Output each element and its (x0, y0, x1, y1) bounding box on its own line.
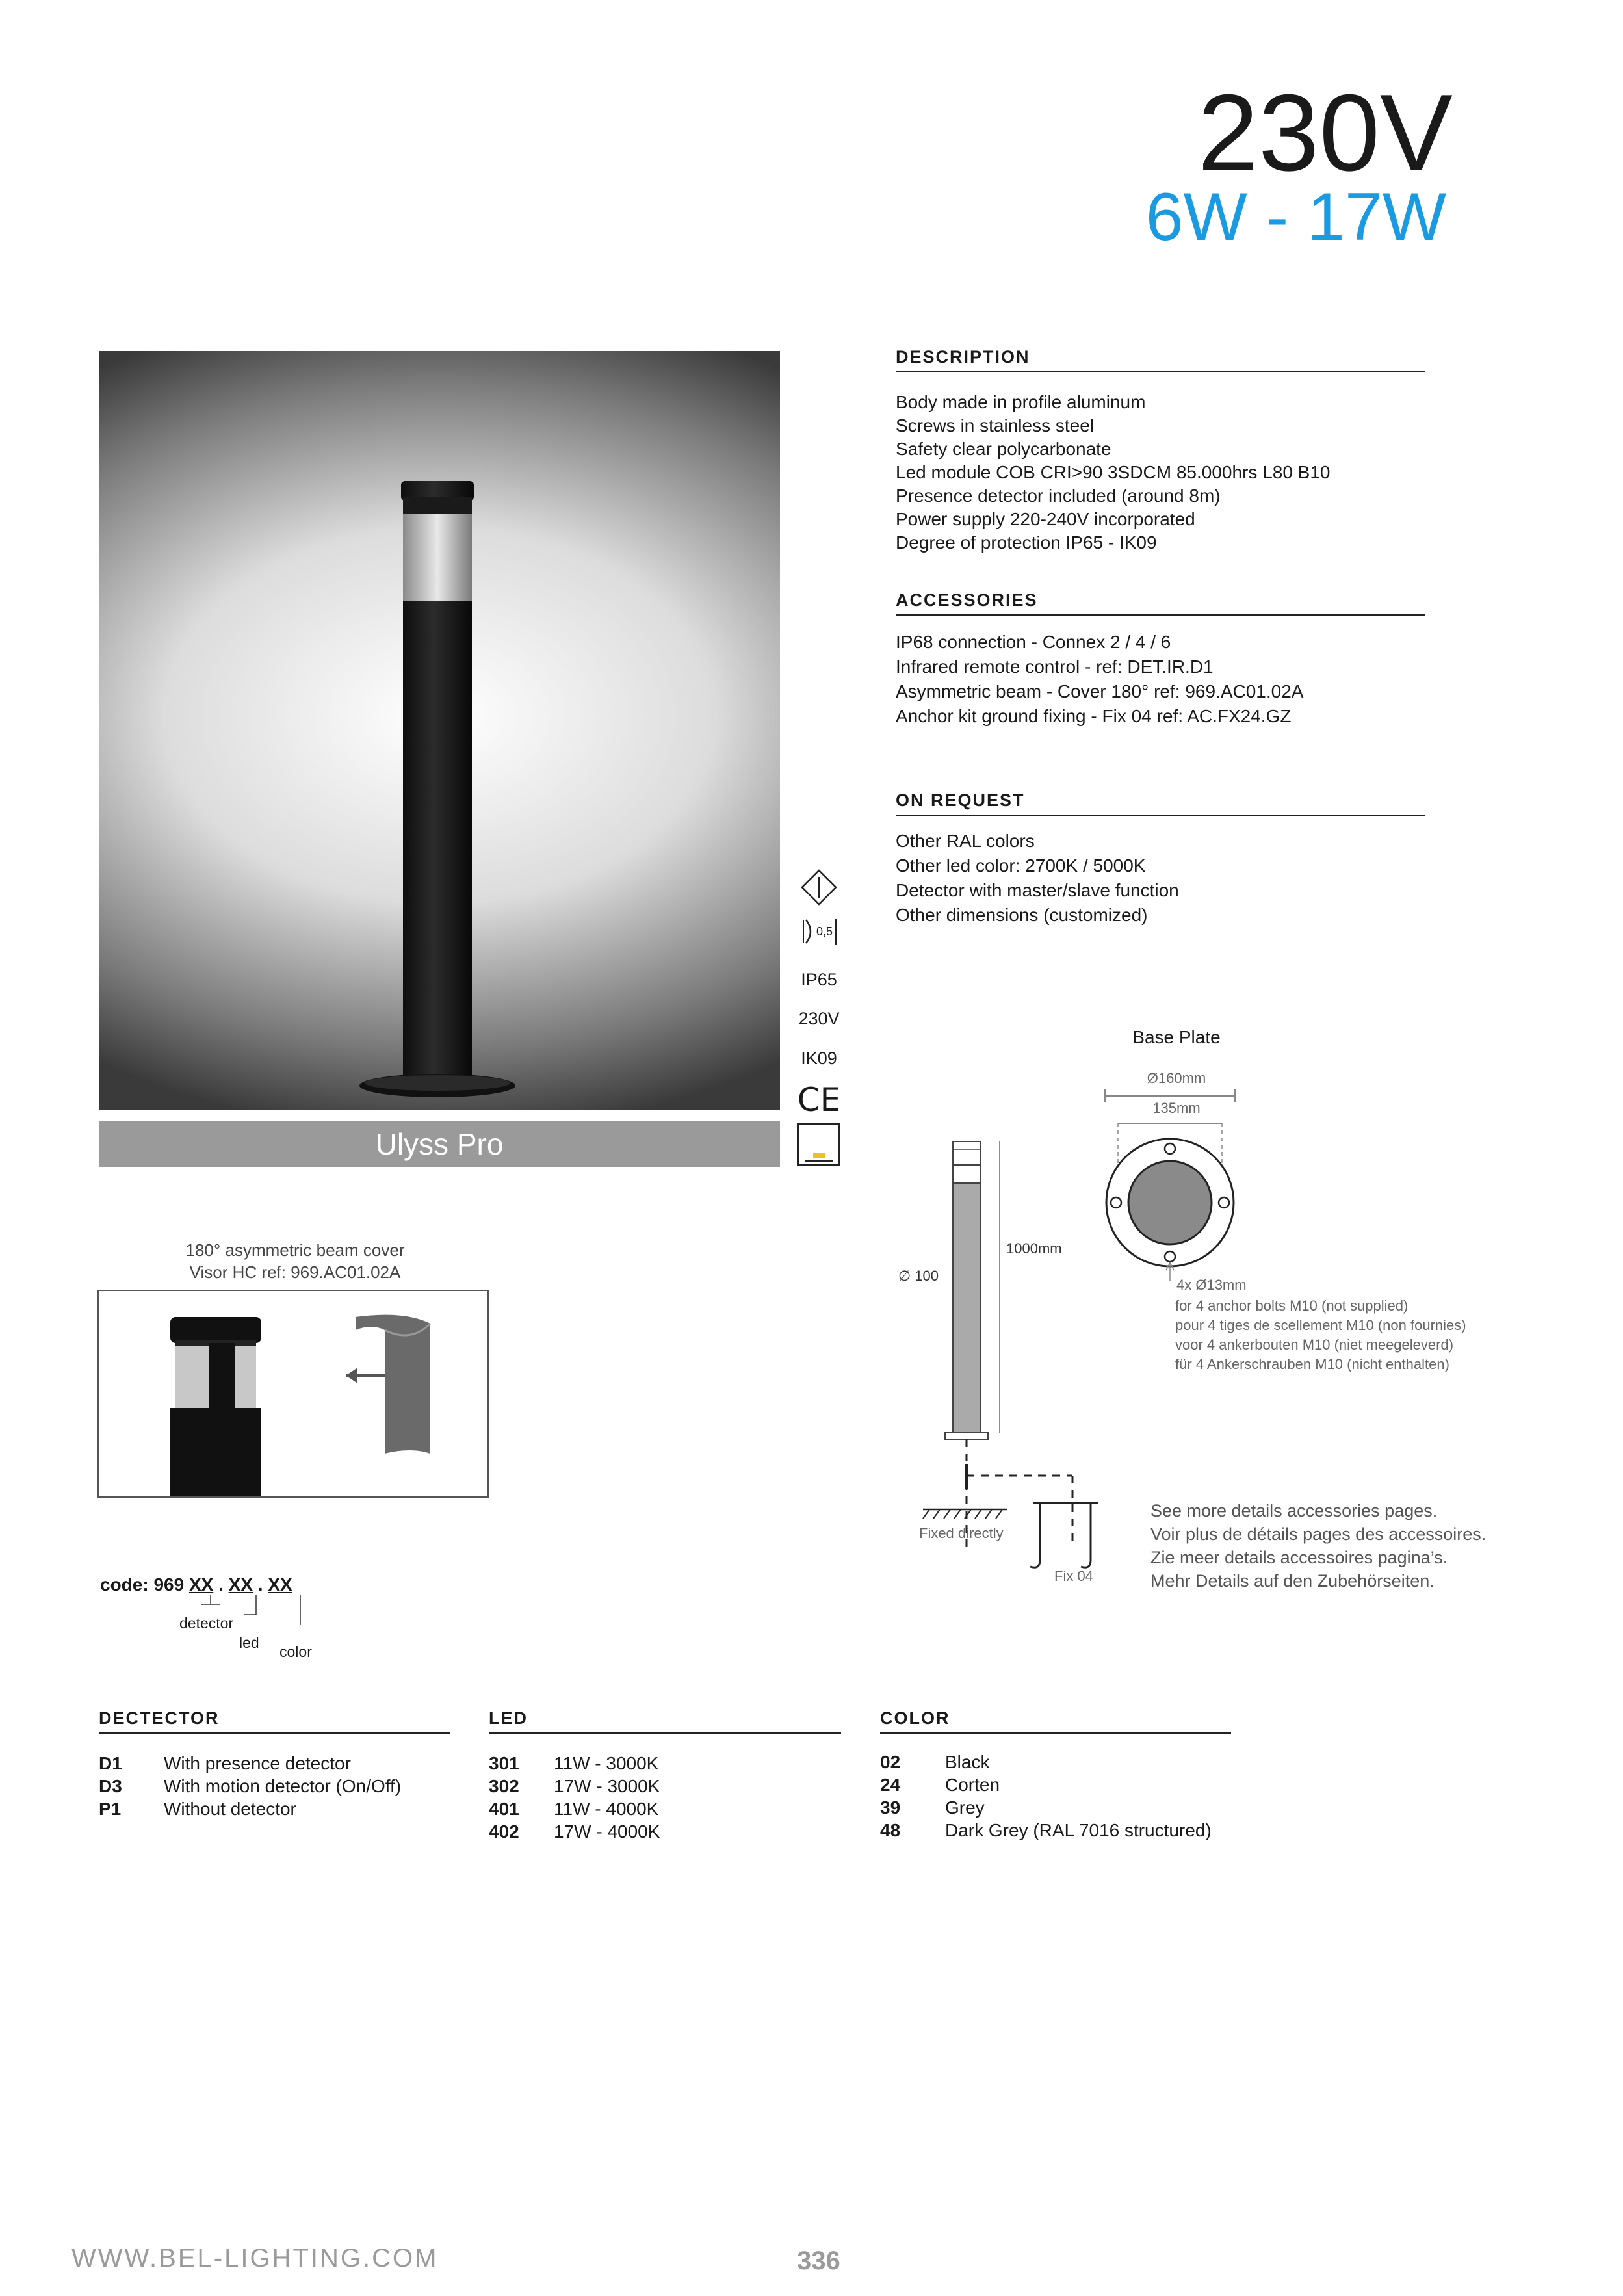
on-request-line: Other dimensions (customized) (896, 905, 1148, 925)
description-line: Power supply 220-240V incorporated (896, 509, 1195, 529)
description-line: Led module COB CRI>90 3SDCM 85.000hrs L80 B10 (896, 462, 1331, 482)
page-number: 336 (797, 2247, 840, 2275)
color-title: COLOR (880, 1708, 1231, 1734)
on-request-line: Other led color: 2700K / 5000K (896, 855, 1146, 876)
anchor-note: for 4 anchor bolts M10 (not supplied) (1175, 1298, 1409, 1314)
table-row (489, 1820, 841, 1843)
accessories-section (896, 590, 1425, 729)
row-code: 02 (880, 1752, 901, 1772)
accessory-line: Anchor kit ground fixing - Fix 04 ref: AC.FX24.GZ (896, 706, 1292, 726)
beam-cover-caption (99, 1239, 491, 1283)
row-label: Grey (945, 1797, 985, 1818)
row-label: With motion detector (On/Off) (164, 1776, 402, 1796)
row-label: Dark Grey (RAL 7016 structured) (945, 1820, 1212, 1840)
code-prefix: code: 969 (100, 1574, 185, 1595)
product-name-bar: Ulyss Pro (99, 1121, 780, 1167)
product-photo (99, 351, 780, 1110)
footer-website[interactable]: WWW.BEL-LIGHTING.COM (71, 2244, 439, 2273)
led-title: LED (489, 1708, 841, 1734)
row-code: P1 (99, 1799, 122, 1819)
base-plate-title: Base Plate (1132, 1027, 1221, 1047)
table-row (489, 1752, 841, 1775)
code-separator: . (218, 1574, 224, 1595)
on-request-title: ON REQUEST (896, 790, 1425, 816)
wattage-heading: 6W - 17W (1145, 179, 1446, 255)
table-row (99, 1775, 450, 1797)
table-row (489, 1775, 841, 1797)
beam-cover-line: Visor HC ref: 969.AC01.02A (189, 1262, 401, 1282)
bollard-illustration (99, 351, 780, 1110)
on-request-line: Other RAL colors (896, 831, 1035, 851)
code-detector-part: XX (188, 1574, 214, 1595)
anchor-note: für 4 Ankerschrauben M10 (nicht enthalten) (1175, 1356, 1449, 1372)
description-line: Body made in profile aluminum (896, 392, 1146, 412)
more-details-line: Mehr Details auf den Zubehörseiten. (1150, 1571, 1435, 1591)
more-details-line: Zie meer details accessoires pagina’s. (1150, 1548, 1448, 1567)
ip-rating: IP65 (801, 970, 837, 989)
code-label-detector: detector (179, 1615, 234, 1632)
beam-distance-icon (793, 919, 845, 945)
anchor-notes (1175, 1296, 1466, 1374)
row-code: 301 (489, 1753, 519, 1773)
led-table (489, 1708, 841, 1843)
ik-rating: IK09 (801, 1049, 837, 1068)
row-code: 24 (880, 1775, 901, 1795)
more-details-line: See more details accessories pages. (1150, 1501, 1438, 1520)
base-plate-inner-diameter: 135mm (1152, 1100, 1201, 1116)
class-two-icon (793, 868, 845, 911)
table-row (880, 1751, 1231, 1773)
row-label: 17W - 3000K (554, 1776, 660, 1796)
fixed-directly-label: Fixed directly (919, 1525, 1004, 1541)
more-details-note (1150, 1499, 1486, 1593)
description-line: Degree of protection IP65 - IK09 (896, 532, 1157, 553)
row-code: 48 (880, 1820, 901, 1840)
row-code: 302 (489, 1776, 519, 1796)
row-code: 402 (489, 1821, 519, 1842)
row-label: Black (945, 1752, 990, 1772)
description-line: Safety clear polycarbonate (896, 439, 1111, 459)
row-label: 11W - 4000K (554, 1799, 659, 1819)
table-row (489, 1797, 841, 1820)
table-row (880, 1819, 1231, 1842)
accessories-title: ACCESSORIES (896, 590, 1425, 616)
voltage-heading: 230V (1197, 72, 1453, 194)
detector-table (99, 1708, 450, 1820)
fix04-label: Fix 04 (1054, 1568, 1093, 1584)
code-led-part: XX (228, 1574, 253, 1595)
description-line: Presence detector included (around 8m) (896, 486, 1221, 506)
led-module-icon (797, 1123, 840, 1166)
code-separator: . (257, 1574, 263, 1595)
on-request-section (896, 790, 1425, 928)
row-label: 17W - 4000K (554, 1821, 660, 1842)
beam-cover-image (97, 1290, 489, 1498)
pole-diameter: ∅ 100 (898, 1268, 939, 1284)
table-row (99, 1752, 450, 1775)
accessory-line: Infrared remote control - ref: DET.IR.D1 (896, 657, 1214, 677)
color-table (880, 1708, 1231, 1842)
description-line: Screws in stainless steel (896, 415, 1095, 436)
row-code: 39 (880, 1797, 901, 1818)
base-plate-outer-diameter: Ø160mm (1147, 1070, 1206, 1086)
on-request-line: Detector with master/slave function (896, 880, 1179, 900)
row-label: Without detector (164, 1799, 296, 1819)
row-code: D1 (99, 1753, 122, 1773)
anchor-note: pour 4 tiges de scellement M10 (non fournies) (1175, 1317, 1466, 1333)
description-section (896, 347, 1425, 554)
table-row (880, 1796, 1231, 1819)
accessory-line: Asymmetric beam - Cover 180° ref: 969.AC01.02A (896, 681, 1304, 701)
pole-height: 1000mm (1006, 1240, 1062, 1257)
code-color-part: XX (268, 1574, 292, 1595)
code-label-led: led (239, 1634, 259, 1651)
description-title: DESCRIPTION (896, 347, 1425, 372)
row-code: 401 (489, 1799, 519, 1819)
row-label: With presence detector (164, 1753, 351, 1773)
table-row (880, 1773, 1231, 1796)
voltage-rating: 230V (798, 1009, 840, 1028)
row-code: D3 (99, 1776, 122, 1796)
accessory-line: IP68 connection - Connex 2 / 4 / 6 (896, 632, 1171, 652)
row-label: 11W - 3000K (554, 1753, 659, 1773)
row-label: Corten (945, 1775, 1000, 1795)
ce-mark: CE (797, 1081, 841, 1119)
more-details-line: Voir plus de détails pages des accessoires. (1150, 1524, 1487, 1544)
beam-distance-value: 0,5 (816, 924, 833, 938)
product-code (100, 1574, 292, 1595)
table-row (99, 1797, 450, 1820)
code-label-color: color (279, 1643, 312, 1660)
anchor-note: voor 4 ankerbouten M10 (niet meegeleverd) (1175, 1337, 1454, 1353)
beam-cover-line: 180° asymmetric beam cover (185, 1240, 405, 1260)
detector-title: DECTECTOR (99, 1708, 450, 1734)
anchor-holes: 4x Ø13mm (1176, 1277, 1247, 1293)
